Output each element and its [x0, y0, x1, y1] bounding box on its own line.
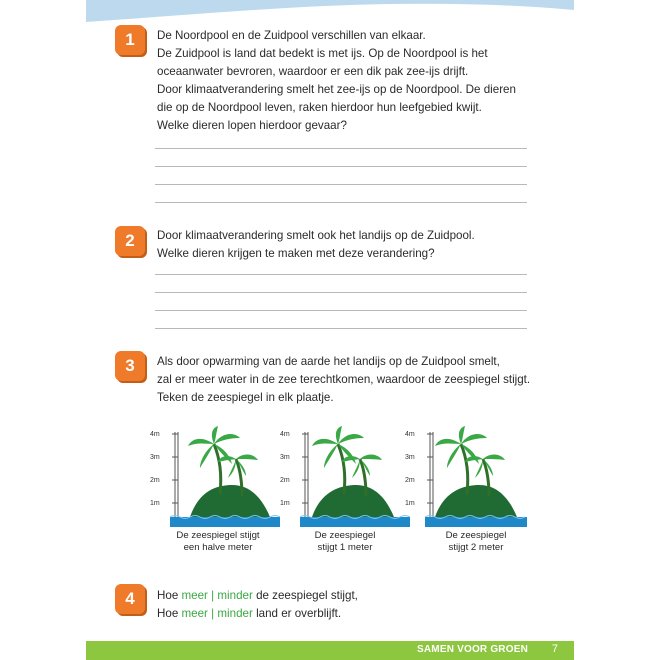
question-2-line: Door klimaatverandering smelt ook het landijs op de Zuidpool. [157, 229, 475, 242]
caption-line: De zeespiegel [314, 530, 376, 541]
footer-bar [86, 641, 574, 660]
scale-label: 4m [280, 431, 290, 438]
scale-label: 1m [405, 500, 415, 507]
question-3-text [157, 353, 537, 407]
question-2-text [157, 227, 537, 263]
question-1-line: oceaanwater bevroren, waardoor er een dik pak zee-ijs drijft. [157, 65, 469, 78]
water-icon [300, 516, 410, 528]
caption-line: De zeespiegel [445, 530, 507, 541]
question-1-text [157, 27, 537, 135]
scale-label: 3m [280, 454, 290, 461]
scale-label: 2m [150, 477, 160, 484]
island-icon [435, 426, 517, 517]
height-scale [150, 431, 178, 518]
caption-line: De zeespiegel stijgt [176, 530, 260, 541]
footer-title: SAMEN VOOR GROEN [417, 644, 528, 655]
question-4-line-1: Hoe meer | minder de zeespiegel stijgt, [157, 589, 358, 602]
island-icon [188, 426, 270, 517]
scale-label: 3m [405, 454, 415, 461]
caption-line: stijgt 2 meter [448, 542, 504, 553]
caption-line: een halve meter [183, 542, 253, 553]
question-1-line: De Noordpool en de Zuidpool verschillen van elkaar. [157, 29, 426, 42]
answer-line[interactable] [155, 202, 527, 203]
question-1-line: Welke dieren lopen hierdoor gevaar? [157, 119, 347, 132]
question-3-line: zal er meer water in de zee terechtkomen, waardoor de zeespiegel stijgt. [157, 373, 531, 386]
height-scale [405, 431, 433, 518]
water-icon [170, 516, 280, 528]
scale-label: 4m [405, 431, 415, 438]
island-caption-3 [416, 530, 536, 554]
question-number-3: 3 [115, 351, 145, 381]
scale-label: 3m [150, 454, 160, 461]
page-number: 7 [551, 643, 558, 655]
question-4-line-2: Hoe meer | minder land er overblijft. [157, 607, 342, 620]
question-number-4: 4 [115, 584, 145, 614]
answer-line[interactable] [155, 274, 527, 275]
question-1-line: Door klimaatverandering smelt het zee-ijs op de Noordpool. De dieren [157, 83, 516, 96]
question-1-line: De Zuidpool is land dat bedekt is met ijs. Op de Noordpool is het [157, 47, 488, 60]
question-4-text [157, 587, 537, 623]
island-caption-1 [158, 530, 278, 554]
answer-line[interactable] [155, 328, 527, 329]
height-scale [280, 431, 308, 518]
choice-minder[interactable]: minder [217, 589, 253, 602]
scale-label: 4m [150, 431, 160, 438]
question-1-line: die op de Noordpool leven, raken hierdoor hun leefgebied kwijt. [157, 101, 482, 114]
answer-line[interactable] [155, 166, 527, 167]
sky-banner [86, 0, 574, 30]
water-icon [425, 516, 527, 528]
answer-line[interactable] [155, 310, 527, 311]
question-3-line: Teken de zeespiegel in elk plaatje. [157, 391, 334, 404]
answer-line[interactable] [155, 148, 527, 149]
choice-meer[interactable]: meer [181, 607, 208, 620]
island-icon [312, 426, 394, 517]
question-number-1: 1 [115, 25, 145, 55]
question-3-line: Als door opwarming van de aarde het landijs op de Zuidpool smelt, [157, 355, 500, 368]
question-2-line: Welke dieren krijgen te maken met deze verandering? [157, 247, 435, 260]
island-caption-2 [285, 530, 405, 554]
answer-line[interactable] [155, 184, 527, 185]
scale-label: 1m [280, 500, 290, 507]
caption-line: stijgt 1 meter [317, 542, 373, 553]
scale-label: 2m [280, 477, 290, 484]
choice-meer[interactable]: meer [181, 589, 208, 602]
choice-minder[interactable]: minder [217, 607, 253, 620]
scale-label: 2m [405, 477, 415, 484]
question-number-2: 2 [115, 226, 145, 256]
answer-line[interactable] [155, 292, 527, 293]
scale-label: 1m [150, 500, 160, 507]
